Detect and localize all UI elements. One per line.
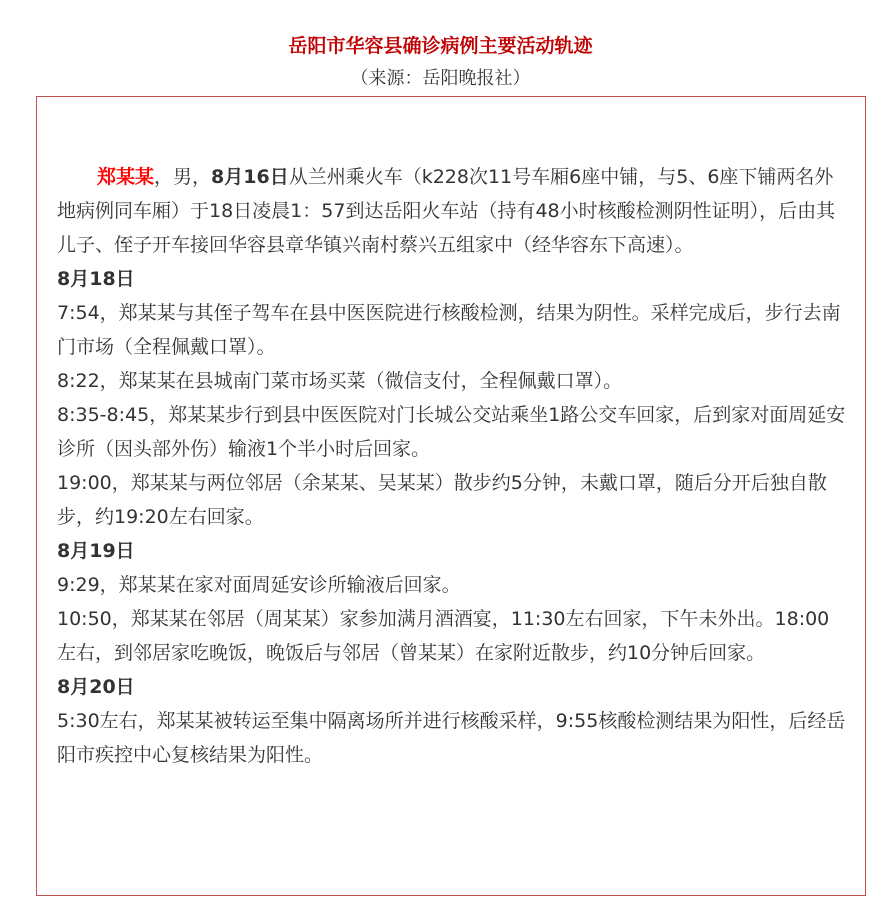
timeline-entry: 7:54，郑某某与其侄子驾车在县中医医院进行核酸检测，结果为阴性。采样完成后，步行去南门市场（全程佩戴口罩）。 — [57, 302, 841, 358]
intro-paragraph — [57, 160, 847, 262]
intro-text-1: ，男， — [154, 166, 212, 188]
intro-text-2: 从兰州乘火车（k228次11号车厢6座中铺，与5、6座下铺两名外地病例同车厢）于18日凌晨1：57到达岳阳火车站（持有48小时核酸检测阴性证明），后由其儿子、侄子开车接回华容县章华镇兴南村蔡兴五组家中（经华容东下高速）。 — [57, 166, 836, 256]
timeline-entry: 5:30左右，郑某某被转运至集中隔离场所并进行核酸采样，9:55核酸检测结果为阳性，后经岳阳市疾控中心复核结果为阳性。 — [57, 710, 846, 766]
intro-date: 8月16日 — [211, 166, 289, 188]
timeline-entry: 8:22，郑某某在县城南门菜市场买菜（微信支付，全程佩戴口罩）。 — [57, 370, 623, 392]
page-title: 岳阳市华容县确诊病例主要活动轨迹 — [288, 35, 593, 57]
patient-name: 郑某某 — [97, 166, 155, 188]
timeline-entry: 19:00，郑某某与两位邻居（余某某、吴某某）散步约5分钟，未戴口罩，随后分开后独自散步，约19:20左右回家。 — [57, 472, 827, 528]
timeline-entry: 9:29，郑某某在家对面周延安诊所输液后回家。 — [57, 574, 461, 596]
timeline-entry: 8:35-8:45，郑某某步行到县中医医院对门长城公交站乘坐1路公交车回家，后到家对面周延安诊所（因头部外伤）输液1个半小时后回家。 — [57, 404, 846, 460]
article-body — [57, 160, 847, 772]
date-heading: 8月19日 — [57, 540, 135, 562]
source-line: （来源：岳阳晚报社） — [350, 68, 531, 89]
date-heading: 8月20日 — [57, 676, 135, 698]
timeline-entry: 10:50，郑某某在邻居（周某某）家参加满月酒酒宴，11:30左右回家，下午未外出。18:00左右，到邻居家吃晚饭，晚饭后与邻居（曾某某）在家附近散步，约10分钟后回家。 — [57, 608, 830, 664]
date-heading: 8月18日 — [57, 268, 135, 290]
